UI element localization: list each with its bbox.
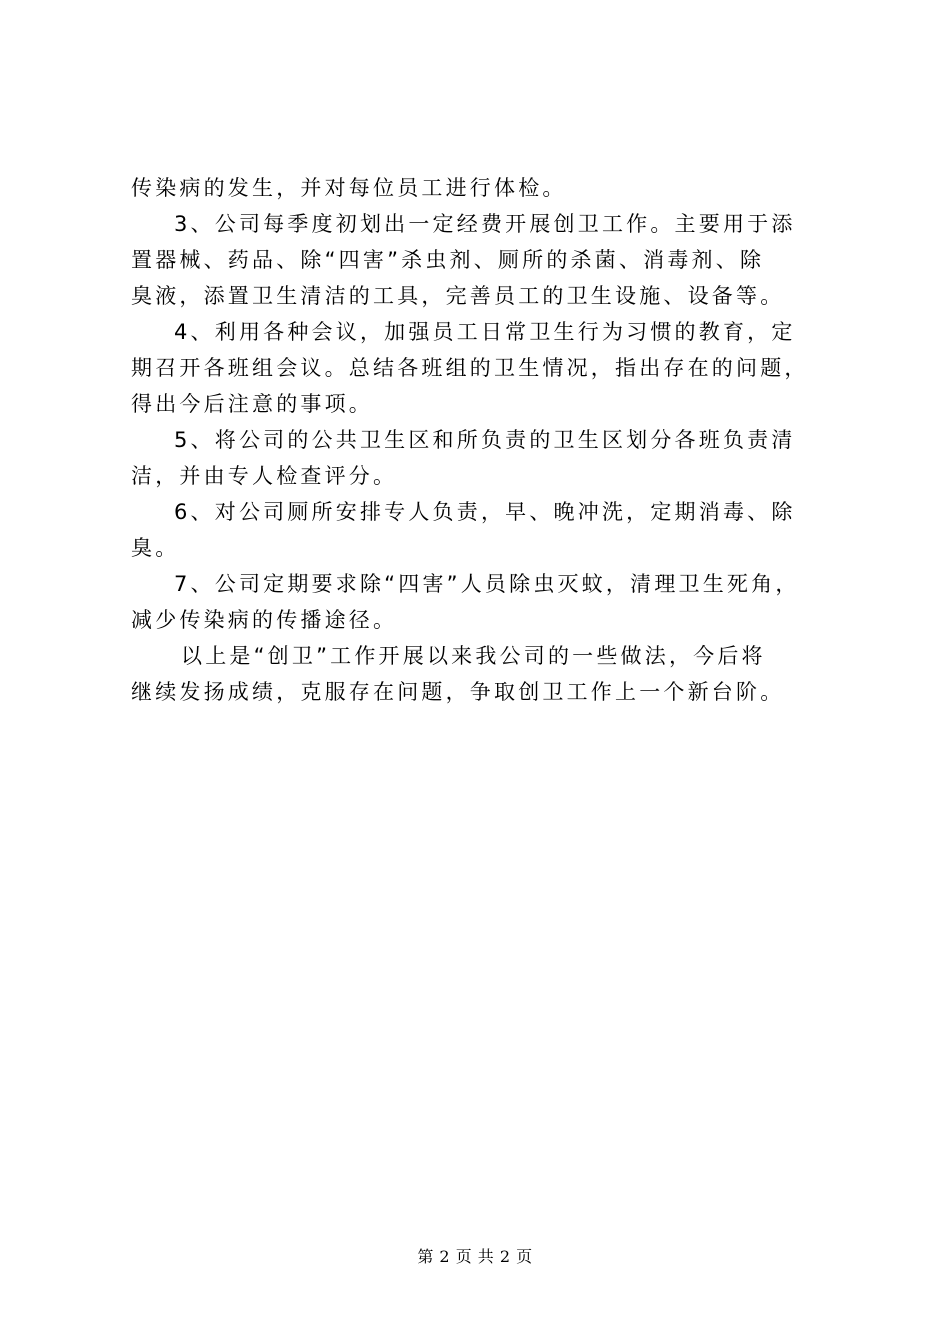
page-footer: 第 2 页 共 2 页 — [417, 1247, 533, 1266]
text-line: 5、将公司的公共卫生区和所负责的卫生区划分各班负责清 — [174, 428, 796, 452]
text-line: 6、对公司厕所安排专人负责，早、晚冲洗，定期消毒、除 — [174, 500, 796, 524]
text-line: 3、公司每季度初划出一定经费开展创卫工作。主要用于添 — [174, 212, 796, 236]
text-line: 减少传染病的传播途径。 — [131, 608, 398, 632]
text-line: 继续发扬成绩，克服存在问题，争取创卫工作上一个新台阶。 — [131, 680, 785, 704]
text-line: 7、公司定期要求除“四害”人员除虫灭蚊，清理卫生死角， — [174, 572, 800, 596]
text-line: 传染病的发生，并对每位员工进行体检。 — [131, 176, 567, 200]
text-line: 臭液，添置卫生清洁的工具，完善员工的卫生设施、设备等。 — [131, 284, 785, 308]
text-line: 以上是“创卫”工作开展以来我公司的一些做法，今后将 — [181, 644, 766, 668]
text-line: 臭。 — [131, 536, 180, 560]
text-line: 得出今后注意的事项。 — [131, 392, 373, 416]
text-line: 期召开各班组会议。总结各班组的卫生情况，指出存在的问题， — [131, 356, 809, 380]
text-line: 4、利用各种会议，加强员工日常卫生行为习惯的教育，定 — [174, 320, 796, 344]
text-line: 置器械、药品、除“四害”杀虫剂、厕所的杀菌、消毒剂、除 — [131, 248, 765, 272]
document-body — [131, 170, 831, 710]
text-line: 洁，并由专人检查评分。 — [131, 464, 398, 488]
